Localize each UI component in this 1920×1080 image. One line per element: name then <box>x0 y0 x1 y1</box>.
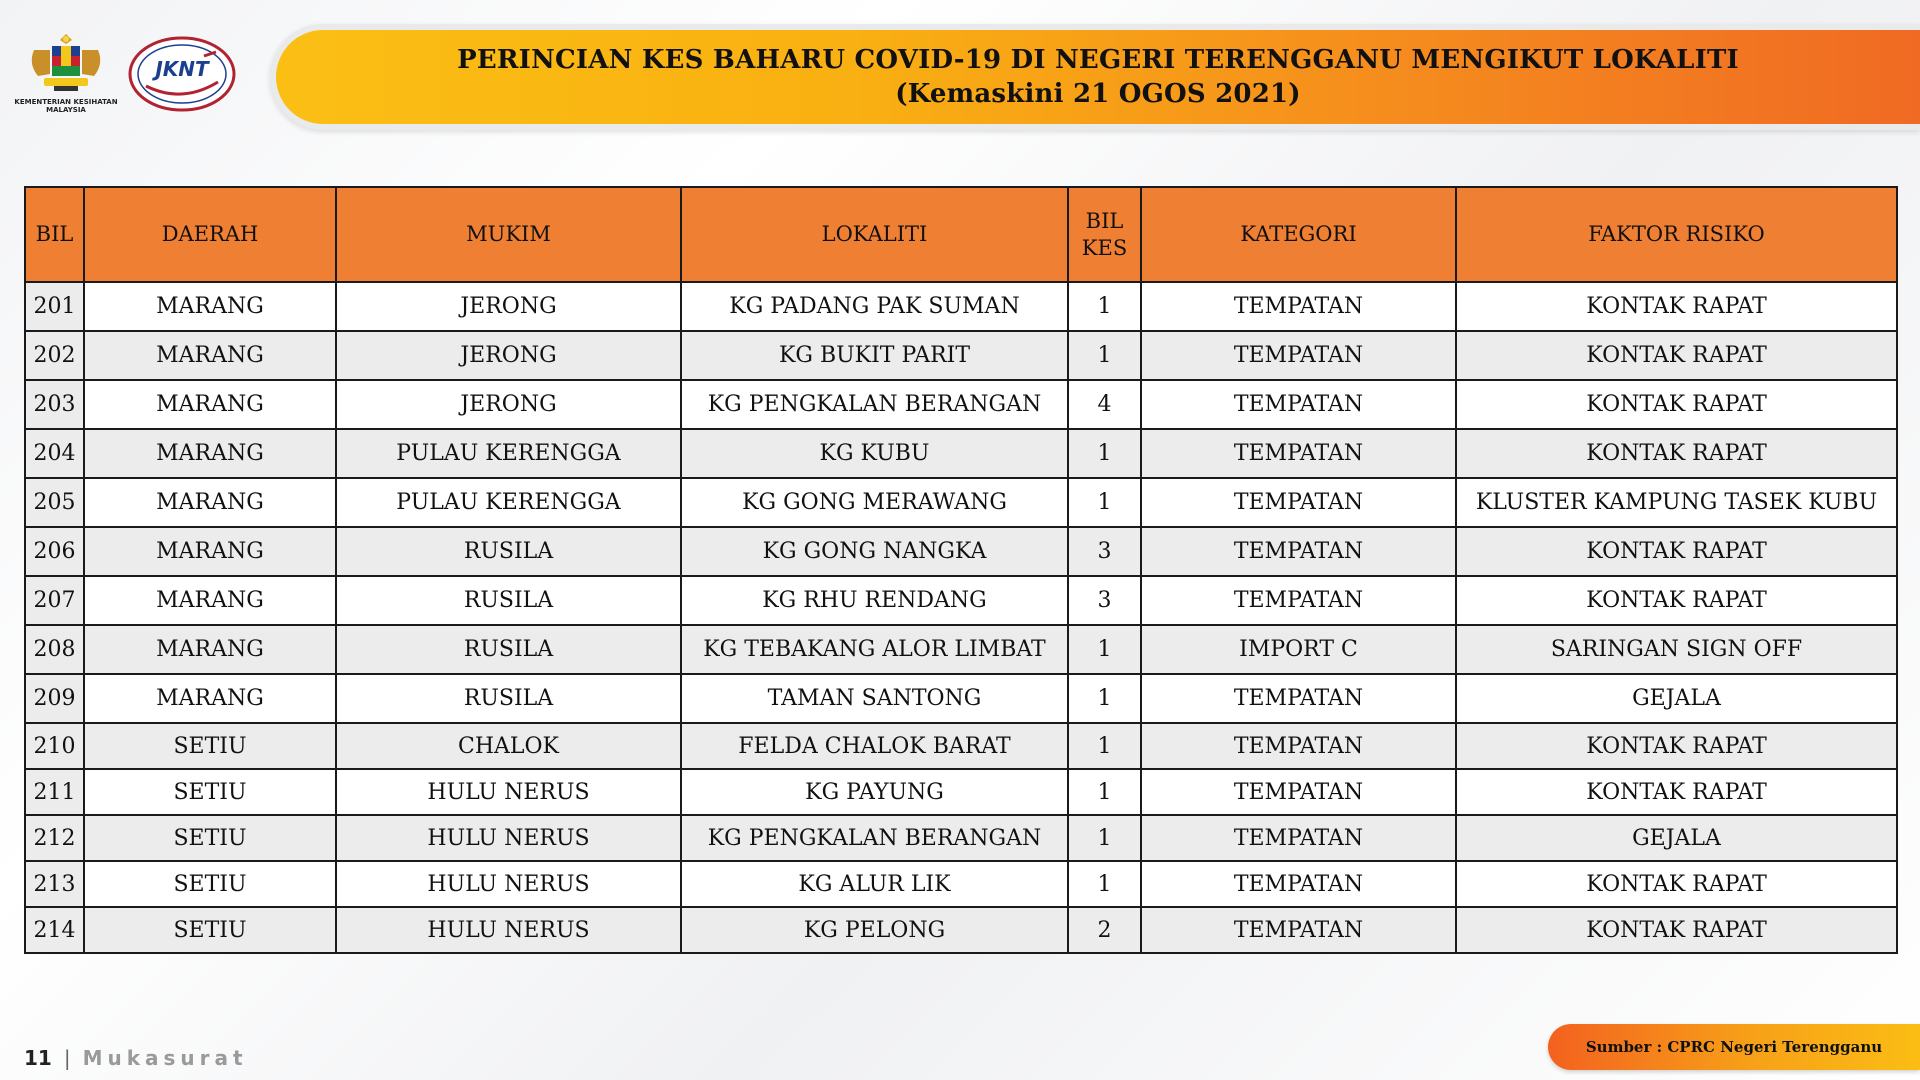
cell-bil: 203 <box>25 380 84 429</box>
cell-bil-kes: 2 <box>1068 907 1141 953</box>
cell-kategori: TEMPATAN <box>1141 331 1456 380</box>
col-header-mukim: MUKIM <box>336 187 681 282</box>
col-header-bil-kes <box>1068 187 1141 282</box>
title-banner <box>276 30 1920 124</box>
cell-mukim: RUSILA <box>336 576 681 625</box>
cell-daerah: SETIU <box>84 861 336 907</box>
cell-bil-kes: 1 <box>1068 723 1141 769</box>
cell-daerah: SETIU <box>84 815 336 861</box>
ministry-label: KEMENTERIAN KESIHATAN MALAYSIA <box>14 98 118 114</box>
cell-lokaliti: KG PENGKALAN BERANGAN <box>681 815 1068 861</box>
cell-lokaliti: KG ALUR LIK <box>681 861 1068 907</box>
cell-daerah: MARANG <box>84 674 336 723</box>
col-header-bil-kes-line1: BIL <box>1085 208 1124 233</box>
table-row <box>25 907 1897 953</box>
cell-bil-kes: 1 <box>1068 769 1141 815</box>
cell-faktor-risiko: KONTAK RAPAT <box>1456 723 1897 769</box>
cell-bil: 212 <box>25 815 84 861</box>
table-row <box>25 861 1897 907</box>
table-row <box>25 674 1897 723</box>
page-number: 11 <box>24 1046 52 1070</box>
cell-lokaliti: FELDA CHALOK BARAT <box>681 723 1068 769</box>
cell-kategori: TEMPATAN <box>1141 429 1456 478</box>
cell-daerah: SETIU <box>84 769 336 815</box>
cell-lokaliti: KG PELONG <box>681 907 1068 953</box>
cell-lokaliti: KG BUKIT PARIT <box>681 331 1068 380</box>
table-row <box>25 282 1897 331</box>
cell-mukim: RUSILA <box>336 527 681 576</box>
col-header-kategori: KATEGORI <box>1141 187 1456 282</box>
table-row <box>25 331 1897 380</box>
cell-kategori: TEMPATAN <box>1141 478 1456 527</box>
cell-lokaliti: KG RHU RENDANG <box>681 576 1068 625</box>
cell-bil: 210 <box>25 723 84 769</box>
cell-bil-kes: 3 <box>1068 527 1141 576</box>
cell-bil-kes: 1 <box>1068 861 1141 907</box>
cell-daerah: MARANG <box>84 625 336 674</box>
coat-of-arms-icon <box>24 30 108 94</box>
cell-bil-kes: 1 <box>1068 478 1141 527</box>
cell-daerah: MARANG <box>84 282 336 331</box>
cell-bil-kes: 1 <box>1068 674 1141 723</box>
cell-kategori: TEMPATAN <box>1141 769 1456 815</box>
cell-bil-kes: 4 <box>1068 380 1141 429</box>
cell-bil-kes: 3 <box>1068 576 1141 625</box>
jknt-label: JKNT <box>155 57 209 81</box>
cell-kategori: TEMPATAN <box>1141 282 1456 331</box>
table-row <box>25 380 1897 429</box>
cell-faktor-risiko: KONTAK RAPAT <box>1456 861 1897 907</box>
table-row <box>25 576 1897 625</box>
col-header-lokaliti: LOKALITI <box>681 187 1068 282</box>
cell-mukim: HULU NERUS <box>336 907 681 953</box>
cell-daerah: MARANG <box>84 576 336 625</box>
table-row <box>25 478 1897 527</box>
cell-bil-kes: 1 <box>1068 815 1141 861</box>
cell-faktor-risiko: KONTAK RAPAT <box>1456 282 1897 331</box>
cell-mukim: RUSILA <box>336 625 681 674</box>
cell-lokaliti: KG GONG MERAWANG <box>681 478 1068 527</box>
cell-faktor-risiko: KLUSTER KAMPUNG TASEK KUBU <box>1456 478 1897 527</box>
cell-faktor-risiko: KONTAK RAPAT <box>1456 576 1897 625</box>
cell-faktor-risiko: KONTAK RAPAT <box>1456 331 1897 380</box>
cell-faktor-risiko: KONTAK RAPAT <box>1456 429 1897 478</box>
cell-kategori: TEMPATAN <box>1141 674 1456 723</box>
cell-mukim: HULU NERUS <box>336 861 681 907</box>
cell-kategori: IMPORT C <box>1141 625 1456 674</box>
cell-bil: 205 <box>25 478 84 527</box>
page-footer <box>24 1046 248 1070</box>
cell-bil: 202 <box>25 331 84 380</box>
cell-bil: 213 <box>25 861 84 907</box>
moh-logo <box>14 30 118 122</box>
cell-daerah: SETIU <box>84 723 336 769</box>
cell-lokaliti: TAMAN SANTONG <box>681 674 1068 723</box>
cell-daerah: MARANG <box>84 331 336 380</box>
cell-daerah: MARANG <box>84 380 336 429</box>
cell-faktor-risiko: KONTAK RAPAT <box>1456 380 1897 429</box>
cell-faktor-risiko: KONTAK RAPAT <box>1456 769 1897 815</box>
cell-bil-kes: 1 <box>1068 429 1141 478</box>
cell-mukim: HULU NERUS <box>336 769 681 815</box>
cell-lokaliti: KG PENGKALAN BERANGAN <box>681 380 1068 429</box>
cell-bil: 207 <box>25 576 84 625</box>
table-row <box>25 527 1897 576</box>
cases-table <box>24 186 1898 954</box>
cell-lokaliti: KG PADANG PAK SUMAN <box>681 282 1068 331</box>
cell-bil-kes: 1 <box>1068 331 1141 380</box>
cell-kategori: TEMPATAN <box>1141 380 1456 429</box>
cell-bil: 204 <box>25 429 84 478</box>
page-subtitle: (Kemaskini 21 OGOS 2021) <box>895 79 1301 109</box>
col-header-daerah: DAERAH <box>84 187 336 282</box>
cell-faktor-risiko: KONTAK RAPAT <box>1456 907 1897 953</box>
cell-bil: 211 <box>25 769 84 815</box>
table-header-row <box>25 187 1897 282</box>
cell-mukim: RUSILA <box>336 674 681 723</box>
cell-bil: 208 <box>25 625 84 674</box>
cell-lokaliti: KG KUBU <box>681 429 1068 478</box>
table-row <box>25 429 1897 478</box>
cell-faktor-risiko: GEJALA <box>1456 674 1897 723</box>
cell-bil: 206 <box>25 527 84 576</box>
cell-bil: 209 <box>25 674 84 723</box>
cell-mukim: PULAU KERENGGA <box>336 478 681 527</box>
cell-faktor-risiko: GEJALA <box>1456 815 1897 861</box>
cases-table-container <box>24 186 1896 954</box>
table-row <box>25 815 1897 861</box>
cell-bil-kes: 1 <box>1068 282 1141 331</box>
cell-kategori: TEMPATAN <box>1141 861 1456 907</box>
footer-separator: | <box>63 1046 71 1070</box>
cell-kategori: TEMPATAN <box>1141 576 1456 625</box>
cell-faktor-risiko: SARINGAN SIGN OFF <box>1456 625 1897 674</box>
cell-kategori: TEMPATAN <box>1141 527 1456 576</box>
col-header-faktor-risiko: FAKTOR RISIKO <box>1456 187 1897 282</box>
source-banner <box>1548 1024 1920 1070</box>
cell-mukim: JERONG <box>336 380 681 429</box>
cell-daerah: SETIU <box>84 907 336 953</box>
cell-bil: 201 <box>25 282 84 331</box>
cell-daerah: MARANG <box>84 527 336 576</box>
cell-mukim: CHALOK <box>336 723 681 769</box>
cell-daerah: MARANG <box>84 478 336 527</box>
col-header-bil: BIL <box>25 187 84 282</box>
page-title: PERINCIAN KES BAHARU COVID-19 DI NEGERI TERENGGANU MENGIKUT LOKALITI <box>457 45 1739 75</box>
col-header-bil-kes-line2: KES <box>1081 235 1128 260</box>
cell-mukim: PULAU KERENGGA <box>336 429 681 478</box>
cell-mukim: JERONG <box>336 331 681 380</box>
page-word: Mukasurat <box>82 1046 248 1070</box>
source-label: Sumber : CPRC Negeri Terengganu <box>1585 1038 1883 1056</box>
jknt-logo-icon <box>126 34 238 114</box>
cell-bil-kes: 1 <box>1068 625 1141 674</box>
cell-faktor-risiko: KONTAK RAPAT <box>1456 527 1897 576</box>
cell-lokaliti: KG TEBAKANG ALOR LIMBAT <box>681 625 1068 674</box>
cell-kategori: TEMPATAN <box>1141 815 1456 861</box>
cell-mukim: JERONG <box>336 282 681 331</box>
cell-kategori: TEMPATAN <box>1141 723 1456 769</box>
cell-daerah: MARANG <box>84 429 336 478</box>
table-body <box>25 282 1897 953</box>
cell-kategori: TEMPATAN <box>1141 907 1456 953</box>
cell-bil: 214 <box>25 907 84 953</box>
table-row <box>25 723 1897 769</box>
table-row <box>25 625 1897 674</box>
cell-lokaliti: KG GONG NANGKA <box>681 527 1068 576</box>
table-row <box>25 769 1897 815</box>
cell-lokaliti: KG PAYUNG <box>681 769 1068 815</box>
cell-mukim: HULU NERUS <box>336 815 681 861</box>
